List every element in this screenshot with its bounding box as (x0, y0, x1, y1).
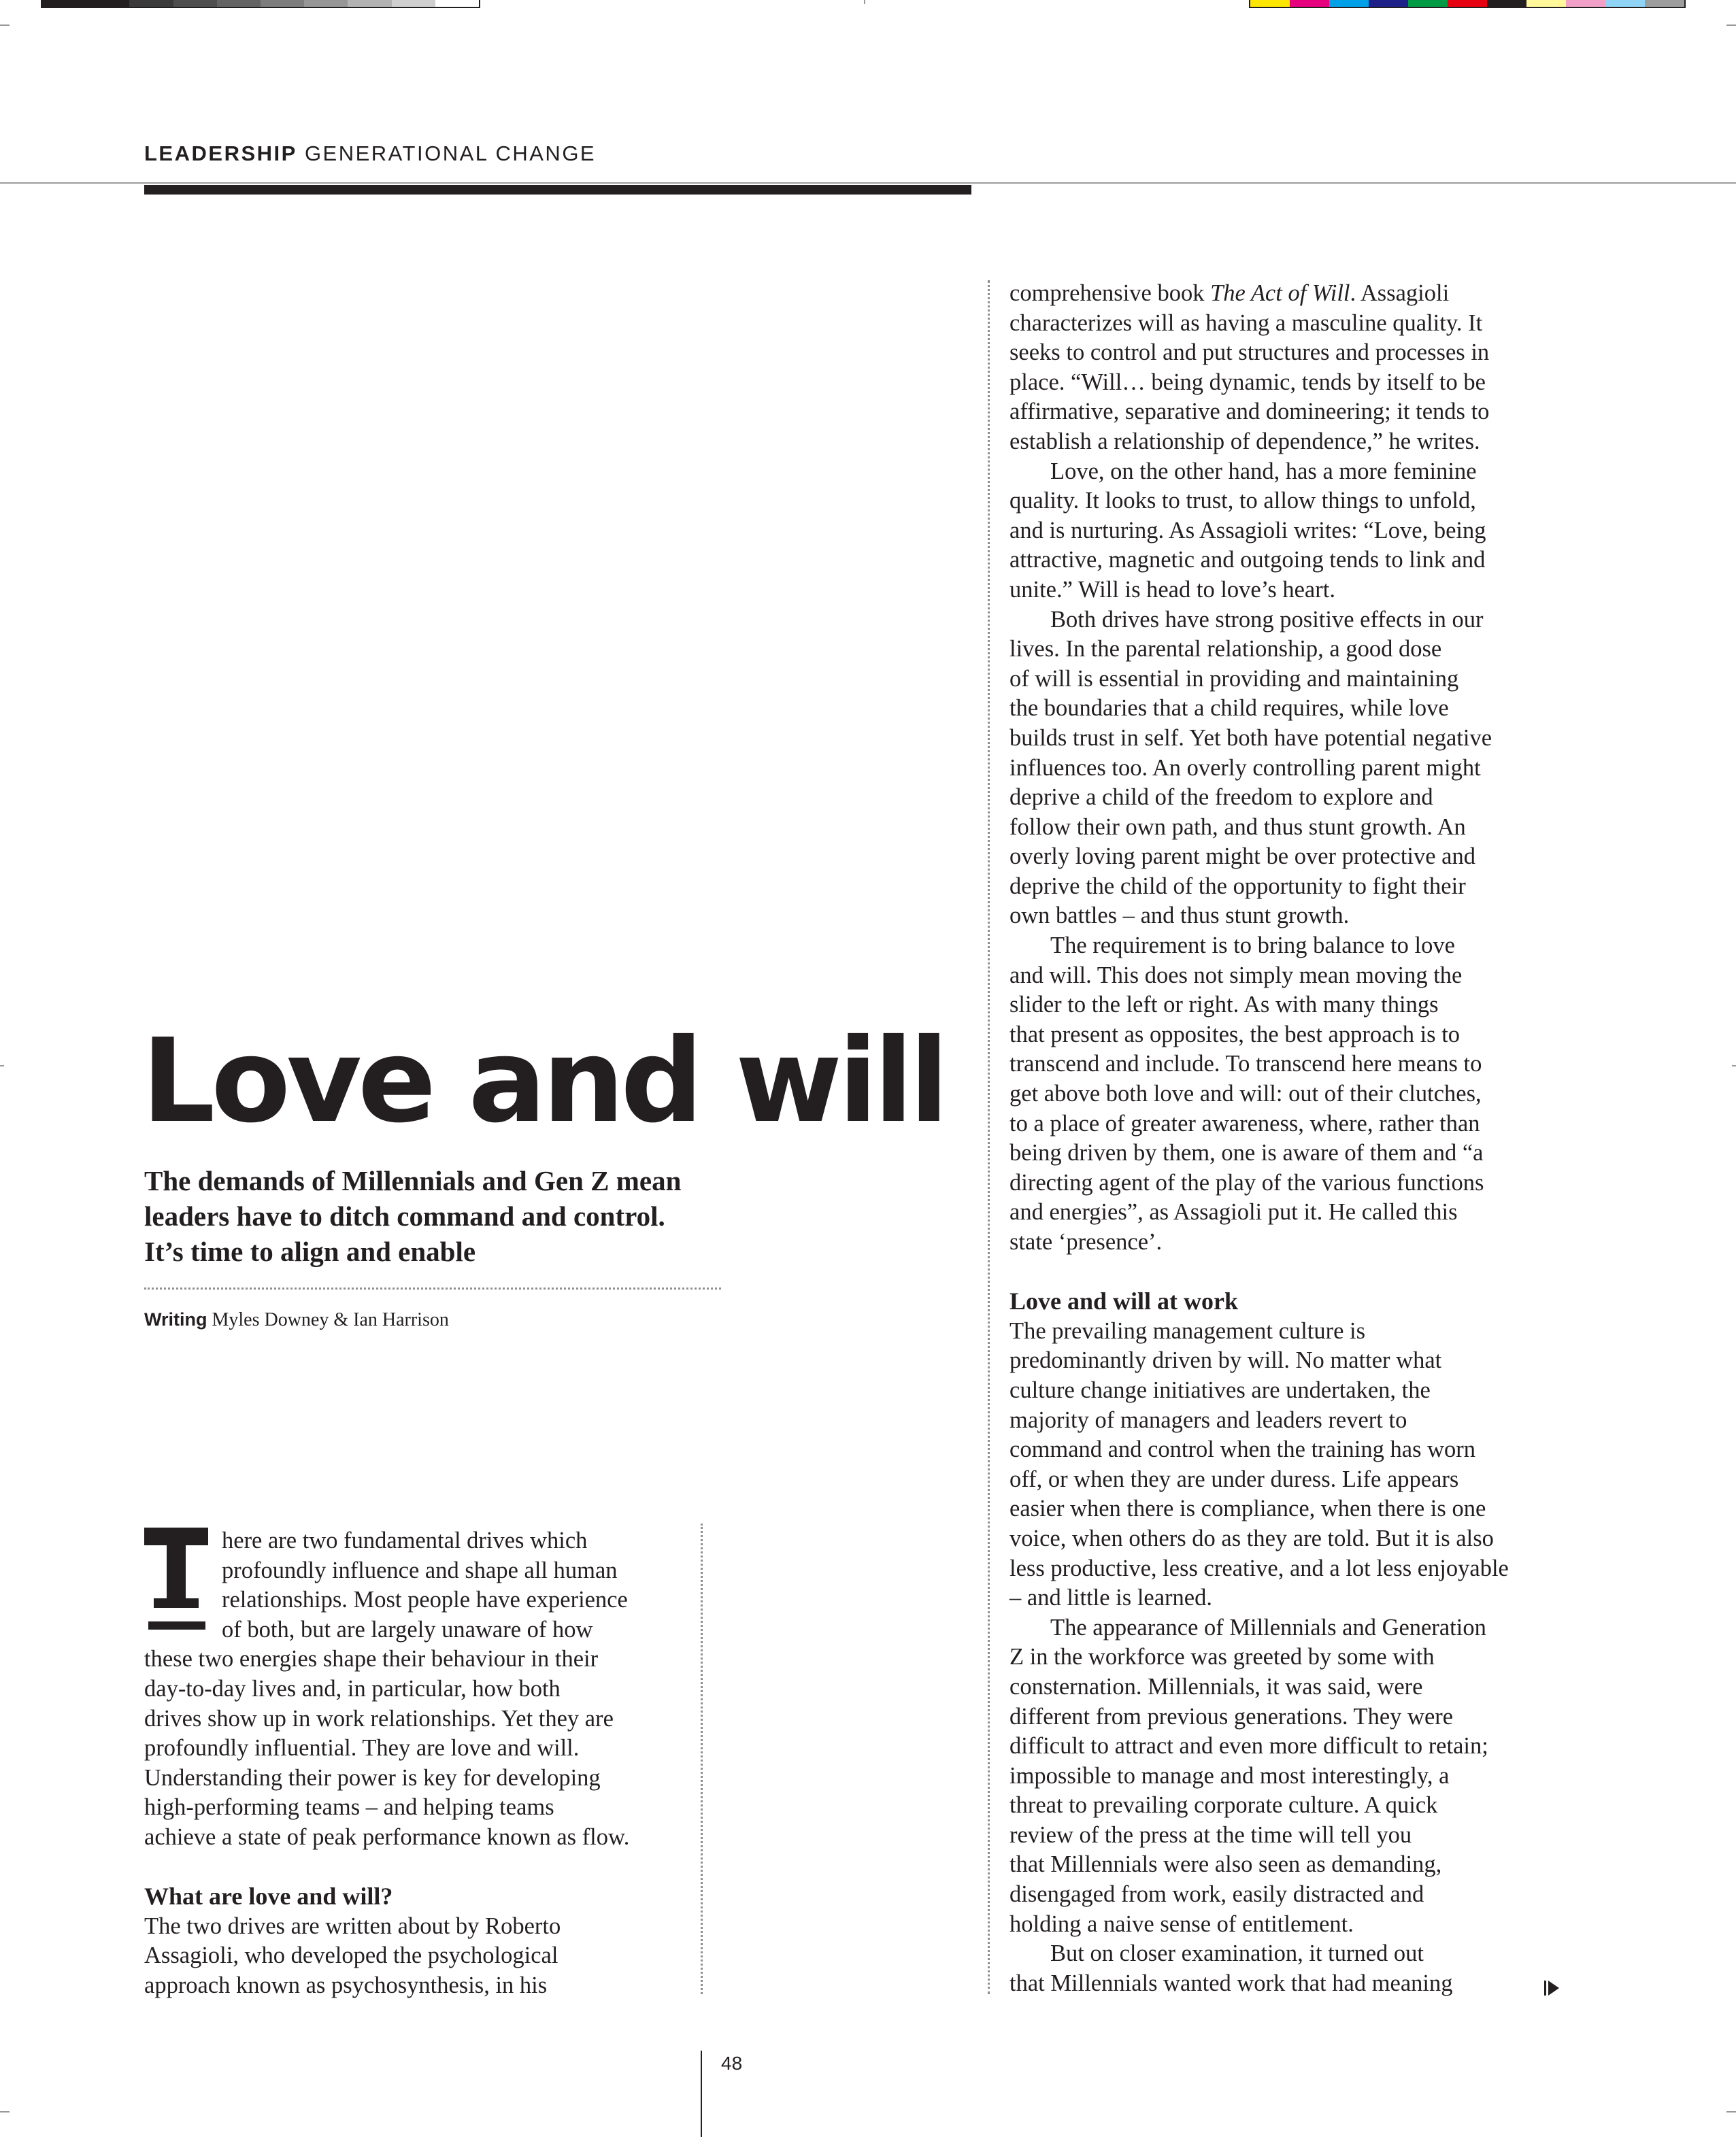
section-name: LEADERSHIP (144, 141, 297, 165)
crop-mark (0, 1065, 4, 1066)
body-text-line: influences too. An overly controlling parent might (1009, 754, 1481, 781)
printer-color-bar-right (1249, 0, 1686, 8)
color-swatch (304, 0, 348, 7)
color-swatch (1408, 0, 1448, 7)
standfirst (144, 1163, 756, 1269)
column-divider (988, 280, 990, 1994)
body-text-line: these two energies shape their behaviour in their (144, 1646, 599, 1672)
subheading: What are love and will? (144, 1883, 393, 1911)
standfirst-line: leaders have to ditch command and control. (144, 1200, 665, 1232)
body-text-line: Understanding their power is key for developing (144, 1764, 601, 1791)
body-text-line: impossible to manage and most interestingly, a (1009, 1762, 1450, 1789)
body-text-line: holding a naive sense of entitlement. (1009, 1911, 1354, 1937)
body-text-line: place. “Will… being dynamic, tends by itself to be (1009, 369, 1486, 395)
body-text-line: of will is essential in providing and maintaining (1009, 665, 1459, 692)
section-header (144, 141, 596, 166)
body-column-right (1009, 279, 1554, 1998)
continue-arrow-bar (1544, 1981, 1546, 1996)
body-text-line: off, or when they are under duress. Life appears (1009, 1466, 1459, 1492)
standfirst-line: The demands of Millennials and Gen Z mean (144, 1165, 682, 1196)
standfirst-line: It’s time to align and enable (144, 1236, 476, 1267)
body-text-line: that Millennials were also seen as demanding, (1009, 1851, 1442, 1878)
body-text-line: – and little is learned. (1009, 1585, 1212, 1611)
color-swatch (129, 0, 173, 7)
body-text-line: The appearance of Millennials and Generation (1050, 1614, 1486, 1640)
body-text-line: But on closer examination, it turned out (1050, 1940, 1424, 1967)
body-text-line: Assagioli, who developed the psychological (144, 1942, 558, 1969)
body-text-line: drives show up in work relationships. Yet they are (144, 1705, 614, 1732)
paragraph-gap (144, 1853, 702, 1883)
section-topic: GENERATIONAL CHANGE (304, 141, 597, 165)
body-text-line: and is nurturing. As Assagioli writes: “Love, being (1009, 517, 1486, 543)
crop-mark (1726, 2111, 1736, 2113)
body-text-line: The two drives are written about by Roberto (144, 1913, 561, 1939)
crop-mark (864, 0, 865, 4)
article-title: Love and will (141, 1014, 945, 1149)
header-bar (144, 185, 971, 195)
color-swatch (1290, 0, 1329, 7)
body-text-line: establish a relationship of dependence,” he writes. (1009, 428, 1480, 454)
color-swatch (1329, 0, 1369, 7)
body-text-line: quality. It looks to trust, to allow things to unfold, (1009, 488, 1476, 514)
body-text-line: relationships. Most people have experience (222, 1587, 628, 1613)
color-swatch (1526, 0, 1566, 7)
body-column-left (144, 1526, 702, 2001)
body-text-line: easier when there is compliance, when there is one (1009, 1496, 1486, 1522)
body-text-line: that Millennials wanted work that had meaning (1009, 1970, 1453, 1996)
body-text-line: of both, but are largely unaware of how (222, 1616, 593, 1643)
color-swatch (348, 0, 391, 7)
paragraph-gap (1009, 1258, 1554, 1288)
column-divider (701, 1524, 703, 1994)
body-text-line: lives. In the parental relationship, a good dose (1009, 636, 1442, 662)
body-text-line: profoundly influential. They are love and will. (144, 1735, 580, 1762)
body-text-line: slider to the left or right. As with many things (1009, 992, 1439, 1018)
body-text-line: less productive, less creative, and a lot less enjoyable (1009, 1555, 1509, 1581)
body-text-line: unite.” Will is head to love’s heart. (1009, 576, 1335, 603)
body-text-line: characterizes will as having a masculine quality. It (1009, 309, 1483, 336)
body-text-line: own battles – and thus stunt growth. (1009, 903, 1350, 929)
subheading: Love and will at work (1009, 1288, 1239, 1315)
body-text-line: consternation. Millennials, it was said, were (1009, 1673, 1423, 1700)
byline (144, 1309, 449, 1331)
color-swatch (261, 0, 304, 7)
body-text-line: approach known as psychosynthesis, in his (144, 1972, 548, 1998)
body-text-line: comprehensive book The Act of Will. Assagioli (1009, 280, 1450, 306)
body-text-line: builds trust in self. Yet both have potential negative (1009, 724, 1492, 751)
body-text-line: different from previous generations. They were (1009, 1703, 1454, 1730)
body-text-line: achieve a state of peak performance known as flow. (144, 1823, 630, 1850)
body-text-line: affirmative, separative and domineering; it tends to (1009, 399, 1490, 425)
body-text-line: deprive a child of the freedom to explore and (1009, 784, 1433, 811)
body-text-line: disengaged from work, easily distracted and (1009, 1881, 1424, 1908)
color-swatch (1250, 0, 1290, 7)
color-swatch (1645, 0, 1684, 7)
crop-mark (1732, 1065, 1736, 1066)
body-text-line: to a place of greater awareness, where, rather than (1009, 1110, 1480, 1137)
body-text-line: overly loving parent might be over protective and (1009, 843, 1475, 870)
crop-mark (0, 24, 10, 26)
body-text-line: predominantly driven by will. No matter what (1009, 1347, 1442, 1374)
crop-mark (0, 2111, 10, 2113)
body-text-line: Z in the workforce was greeted by some with (1009, 1644, 1435, 1670)
color-swatch (1369, 0, 1408, 7)
page-number: 48 (721, 2053, 743, 2074)
body-text-line: being driven by them, one is aware of them and “a (1009, 1140, 1484, 1166)
body-text-line: The prevailing management culture is (1009, 1317, 1366, 1344)
color-swatch (435, 0, 479, 7)
byline-label: Writing (144, 1309, 207, 1330)
body-text-line: The requirement is to bring balance to love (1050, 932, 1455, 959)
printer-color-bar-left (41, 0, 480, 8)
body-text-line: Love, on the other hand, has a more feminine (1050, 458, 1477, 484)
dotted-divider (144, 1288, 721, 1290)
color-swatch (42, 0, 86, 7)
body-text-line: deprive the child of the opportunity to fight their (1009, 873, 1466, 899)
byline-authors: Myles Downey & Ian Harrison (212, 1309, 449, 1330)
body-text-line: difficult to attract and even more difficult to retain; (1009, 1733, 1488, 1760)
color-swatch (217, 0, 261, 7)
crop-mark (1726, 24, 1736, 26)
body-text-line: seeks to control and put structures and processes in (1009, 339, 1490, 366)
color-swatch (86, 0, 129, 7)
body-text-line: transcend and include. To transcend here means to (1009, 1051, 1482, 1077)
body-text-line: threat to prevailing corporate culture. A quick (1009, 1792, 1438, 1819)
body-text-line: and energies”, as Assagioli put it. He called this (1009, 1199, 1458, 1226)
continue-arrow-icon (1548, 1981, 1559, 1996)
color-swatch (1605, 0, 1645, 7)
body-text-line: attractive, magnetic and outgoing tends to link and (1009, 547, 1486, 573)
body-text-line: get above both love and will: out of their clutches, (1009, 1081, 1482, 1107)
header-rule (0, 182, 1736, 184)
body-text-line: Both drives have strong positive effects in our (1050, 606, 1484, 633)
body-text-line: the boundaries that a child requires, while love (1009, 695, 1449, 722)
color-swatch (1566, 0, 1605, 7)
body-text-line: state ‘presence’. (1009, 1229, 1163, 1255)
color-swatch (1487, 0, 1526, 7)
body-text-line: day-to-day lives and, in particular, how both (144, 1675, 561, 1702)
body-text-line: command and control when the training has worn (1009, 1436, 1476, 1463)
body-text-line: review of the press at the time will tell you (1009, 1821, 1412, 1848)
folio-rule (701, 2051, 702, 2137)
body-text-line: and will. This does not simply mean moving the (1009, 962, 1463, 988)
body-text-line: majority of managers and leaders revert to (1009, 1407, 1407, 1433)
color-swatch (392, 0, 435, 7)
body-text-line: high-performing teams – and helping teams (144, 1794, 554, 1821)
body-text-line: profoundly influence and shape all human (222, 1557, 618, 1583)
color-swatch (173, 0, 217, 7)
body-text-line: follow their own path, and thus stunt growth. An (1009, 813, 1466, 840)
body-text-line: here are two fundamental drives which (222, 1528, 588, 1553)
body-text-line: culture change initiatives are undertaken, the (1009, 1377, 1431, 1403)
body-text-line: directing agent of the play of the various functions (1009, 1169, 1484, 1196)
color-swatch (1448, 0, 1487, 7)
body-text-line: voice, when others do as they are told. But it is also (1009, 1525, 1494, 1551)
body-text-line: that present as opposites, the best approach is to (1009, 1021, 1460, 1047)
